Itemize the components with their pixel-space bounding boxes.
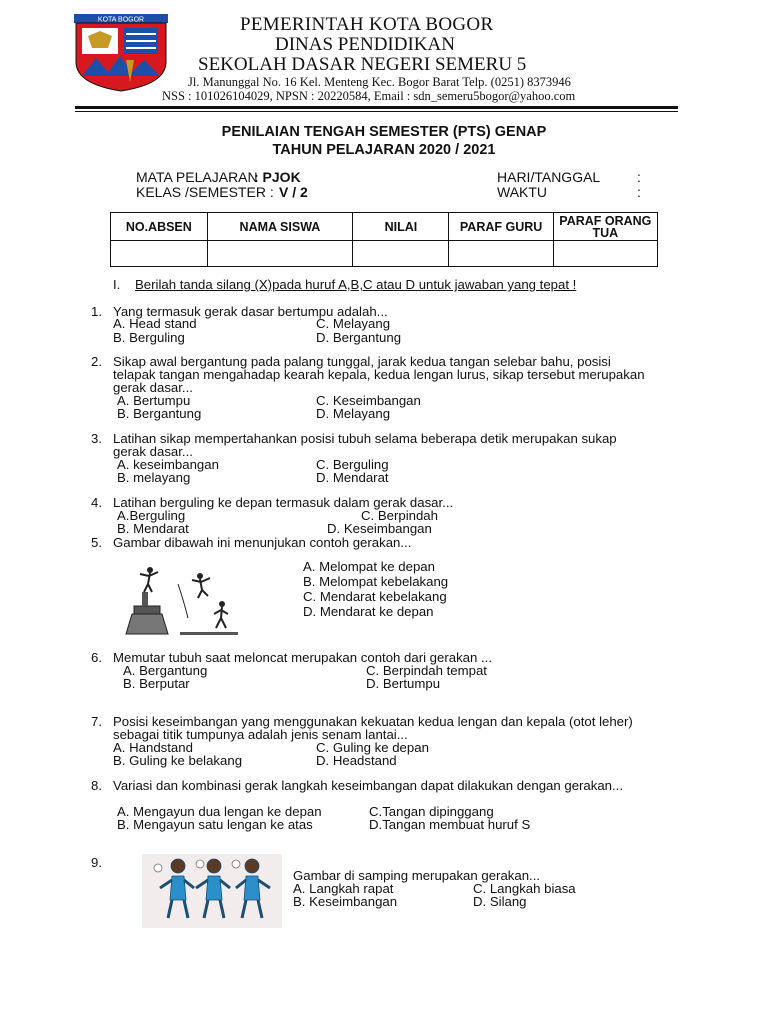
q4-option-d[interactable]: D. Keseimbangan [327, 521, 432, 536]
q7-line2: sebagai titik tumpunya adalah jenis senam lantai... [113, 727, 408, 742]
q2-option-c[interactable]: C. Keseimbangan [316, 393, 421, 408]
jump-illustration [118, 562, 240, 636]
time-colon: : [637, 184, 641, 200]
q8-option-b[interactable]: B. Mengayun satu lengan ke atas [117, 817, 313, 832]
q5-option-d[interactable]: D. Mendarat ke depan [303, 604, 434, 619]
q6-option-b[interactable]: B. Berputar [123, 676, 190, 691]
q7-option-c[interactable]: C. Guling ke depan [316, 740, 429, 755]
q9-option-b[interactable]: B. Keseimbangan [293, 894, 398, 909]
q6-option-c[interactable]: C. Berpindah tempat [366, 663, 487, 678]
q5-text: Gambar dibawah ini menunjukan contoh gerakan... [113, 535, 412, 550]
q2-option-a[interactable]: A. Bertumpu [117, 393, 191, 408]
q2-line3: gerak dasar... [113, 380, 193, 395]
day-label: HARI/TANGGAL [497, 169, 601, 185]
q4-option-c[interactable]: C. Berpindah [361, 508, 438, 523]
q8-option-a[interactable]: A. Mengayun dua lengan ke depan [117, 804, 322, 819]
school-ids: NSS : 101026104029, NPSN : 20220584, Email : sdn_semeru5bogor@yahoo.com [162, 89, 576, 103]
balance-illustration [142, 854, 282, 928]
school-address: Jl. Manunggal No. 16 Kel. Menteng Kec. Bogor Barat Telp. (0251) 8373946 [188, 75, 571, 89]
q7-option-d[interactable]: D. Headstand [316, 753, 397, 768]
q2-line2: telapak tangan mengahadap kearah kepala, kedua lengan lurus, sikap tersebut merupakan [113, 367, 645, 382]
dept-name: DINAS PENDIDIKAN [275, 34, 455, 55]
q3-option-a[interactable]: A. keseimbangan [117, 457, 219, 472]
q6-number: 6. [91, 650, 102, 665]
school-name: SEKOLAH DASAR NEGERI SEMERU 5 [198, 54, 527, 75]
q6-text: Memutar tubuh saat meloncat merupakan contoh dari gerakan ... [113, 650, 492, 665]
q9-text: Gambar di samping merupakan gerakan... [293, 868, 541, 883]
q8-number: 8. [91, 778, 102, 793]
instruction-text: Berilah tanda silang (X)pada huruf A,B,C atau D untuk jawaban yang tepat ! [135, 277, 577, 292]
q1-text: Yang termasuk gerak dasar bertumpu adalah... [113, 304, 388, 319]
col-no-absen: NO.ABSEN [111, 213, 208, 241]
q1-number: 1. [91, 304, 102, 319]
q2-option-b[interactable]: B. Bergantung [117, 406, 202, 421]
q2-option-d[interactable]: D. Melayang [316, 406, 391, 421]
cell-nilai[interactable] [353, 241, 449, 267]
exam-title: PENILAIAN TENGAH SEMESTER (PTS) GENAP [221, 124, 547, 140]
q9-number: 9. [91, 855, 102, 870]
q9-option-a[interactable]: A. Langkah rapat [293, 881, 394, 896]
col-nama-siswa: NAMA SISWA [207, 213, 353, 241]
col-paraf-guru: PARAF GURU [449, 213, 553, 241]
q4-option-b[interactable]: B. Mendarat [117, 521, 189, 536]
q5-option-a[interactable]: A. Melompat ke depan [303, 559, 435, 574]
q4-option-a[interactable]: A.Berguling [117, 508, 186, 523]
cell-no-absen[interactable] [111, 241, 208, 267]
q1-option-d[interactable]: D. Bergantung [316, 330, 402, 345]
q4-text: Latihan berguling ke depan termasuk dalam gerak dasar... [113, 495, 454, 510]
school-logo [74, 14, 168, 92]
header-divider-thin [75, 111, 678, 112]
q3-option-b[interactable]: B. melayang [117, 470, 191, 485]
q1-option-c[interactable]: C. Melayang [316, 316, 391, 331]
col-paraf-orang-tua: PARAF ORANG TUA [553, 213, 657, 241]
q3-line1: Latihan sikap mempertahankan posisi tubuh selama beberapa detik merupakan sukap [113, 431, 617, 446]
q9-option-c[interactable]: C. Langkah biasa [473, 881, 576, 896]
q2-line1: Sikap awal bergantung pada palang tunggal, jarak kedua tangan selebar bahu, posisi [113, 354, 611, 369]
q2-number: 2. [91, 354, 102, 369]
q5-number: 5. [91, 535, 102, 550]
class-label: KELAS /SEMESTER : [136, 184, 274, 200]
q8-option-d[interactable]: D.Tangan membuat huruf S [369, 817, 531, 832]
q1-option-b[interactable]: B. Berguling [113, 330, 185, 345]
subject-value: : PJOK [254, 169, 301, 185]
q4-number: 4. [91, 495, 102, 510]
cell-paraf-orang-tua[interactable] [553, 241, 657, 267]
q5-option-b[interactable]: B. Melompat kebelakang [303, 574, 449, 589]
day-colon: : [637, 169, 641, 185]
q3-option-c[interactable]: C. Berguling [316, 457, 389, 472]
q3-number: 3. [91, 431, 102, 446]
grade-table [110, 212, 658, 267]
q1-option-a[interactable]: A. Head stand [113, 316, 197, 331]
instruction-number: I. [113, 277, 121, 292]
q7-option-a[interactable]: A. Handstand [113, 740, 193, 755]
class-value: V / 2 [279, 184, 308, 200]
header-divider-thick [75, 106, 678, 109]
q7-option-b[interactable]: B. Guling ke belakang [113, 753, 243, 768]
logo-caption: KOTA BOGOR [97, 16, 145, 24]
cell-paraf-guru[interactable] [449, 241, 553, 267]
q7-number: 7. [91, 714, 102, 729]
subject-label: MATA PELAJARAN [136, 169, 258, 185]
cell-nama-siswa[interactable] [207, 241, 353, 267]
q6-option-a[interactable]: A. Bergantung [123, 663, 208, 678]
q3-option-d[interactable]: D. Mendarat [316, 470, 389, 485]
q8-option-c[interactable]: C.Tangan dipinggang [369, 804, 494, 819]
q3-line2: gerak dasar... [113, 444, 193, 459]
gov-name: PEMERINTAH KOTA BOGOR [240, 14, 494, 35]
time-label: WAKTU [497, 184, 548, 200]
exam-year: TAHUN PELAJARAN 2020 / 2021 [272, 142, 496, 158]
q7-line1: Posisi keseimbangan yang menggunakan kekuatan kedua lengan dan kepala (otot leher) [113, 714, 633, 729]
q9-option-d[interactable]: D. Silang [473, 894, 527, 909]
col-nilai: NILAI [353, 213, 449, 241]
q5-option-c[interactable]: C. Mendarat kebelakang [303, 589, 447, 604]
q6-option-d[interactable]: D. Bertumpu [366, 676, 441, 691]
q8-text: Variasi dan kombinasi gerak langkah keseimbangan dapat dilakukan dengan gerakan... [113, 778, 624, 793]
